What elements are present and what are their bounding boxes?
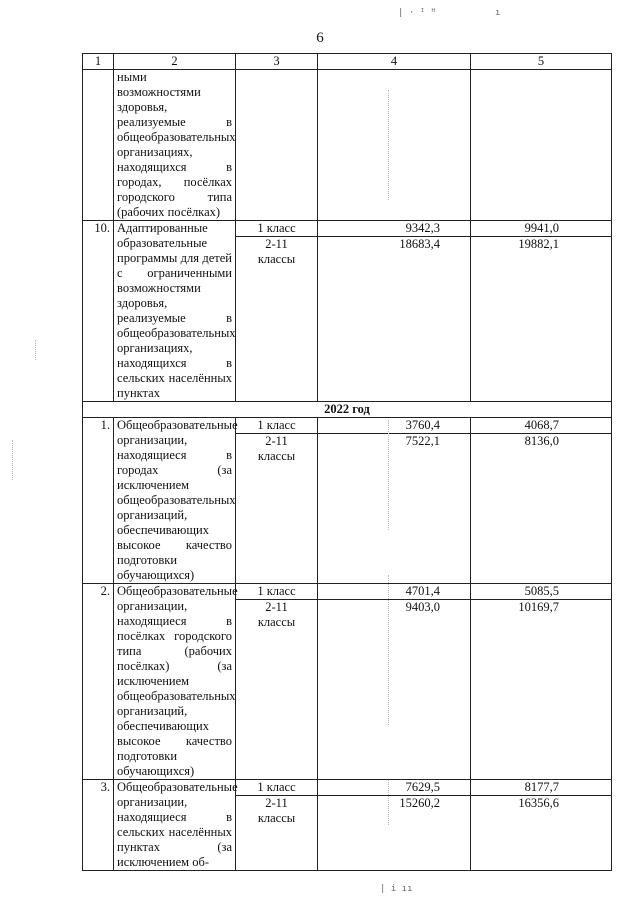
row-col5 xyxy=(471,70,612,221)
class-2-11: 2-11 классы xyxy=(257,434,296,463)
header-cell: 3 xyxy=(236,54,318,70)
row-name: Адаптированные образовательные программы для детей с ограниченными возможностями здоровья, реализуемые в общеобразовательных организациях, находящихся в сельских населённых пунктах xyxy=(114,221,236,402)
page-number: 6 xyxy=(316,30,324,46)
table-row xyxy=(83,221,612,402)
header-cell: 5 xyxy=(471,54,612,70)
value-2-11-classes: 16356,6 xyxy=(518,796,559,810)
row-name: Общеобразовательные организации, находящиеся в сельских населённых пунктах (за исключением об- xyxy=(114,780,236,871)
row-col4 xyxy=(318,584,471,780)
row-classes xyxy=(236,221,318,402)
row-number: 1. xyxy=(83,418,114,584)
row-classes xyxy=(236,70,318,221)
class-2-11: 2-11 классы xyxy=(257,796,296,825)
class-1: 1 класс xyxy=(236,780,317,796)
scan-mark-top-right: ı xyxy=(495,8,501,18)
row-number: 2. xyxy=(83,584,114,780)
class-1: 1 класс xyxy=(236,418,317,434)
row-col5 xyxy=(471,780,612,871)
row-col4 xyxy=(318,70,471,221)
value-2-11-classes: 15260,2 xyxy=(399,796,440,810)
value-2-11-classes: 8136,0 xyxy=(524,434,559,448)
row-name: Общеобразовательные организации, находящиеся в городах (за исключением общеобразовательных организаций, обеспечивающих высокое качество подготовки обучающихся) xyxy=(114,418,236,584)
table-row xyxy=(83,70,612,221)
table-row xyxy=(83,780,612,871)
value-2-11-classes: 10169,7 xyxy=(518,600,559,614)
scan-artifact xyxy=(388,90,389,200)
value-1-class: 4701,4 xyxy=(318,584,470,600)
row-number: 10. xyxy=(83,221,114,402)
scan-artifact xyxy=(388,420,389,530)
tariff-table xyxy=(82,53,612,871)
row-name: ными возможностями здоровья, реализуемые в общеобразовательных организациях, находящихся в городах, посёлках городского типа (рабочих посёлках) xyxy=(114,70,236,221)
row-number xyxy=(83,70,114,221)
row-number: 3. xyxy=(83,780,114,871)
class-2-11: 2-11 классы xyxy=(257,237,296,266)
class-1: 1 класс xyxy=(236,221,317,237)
value-1-class: 3760,4 xyxy=(318,418,470,434)
scan-artifact xyxy=(388,575,389,725)
value-2-11-classes: 19882,1 xyxy=(518,237,559,251)
scan-artifact xyxy=(35,340,36,360)
table-row xyxy=(83,584,612,780)
value-1-class: 4068,7 xyxy=(471,418,611,434)
row-classes xyxy=(236,418,318,584)
row-col5 xyxy=(471,221,612,402)
scan-artifact xyxy=(12,440,13,480)
row-col4 xyxy=(318,780,471,871)
scan-artifact xyxy=(388,780,389,825)
scan-mark-bottom: | i ıı xyxy=(380,884,413,894)
value-2-11-classes: 18683,4 xyxy=(399,237,440,251)
value-1-class: 5085,5 xyxy=(471,584,611,600)
value-1-class: 8177,7 xyxy=(471,780,611,796)
year-label: 2022 год xyxy=(83,402,612,418)
row-classes xyxy=(236,584,318,780)
value-1-class: 7629,5 xyxy=(318,780,470,796)
header-cell: 2 xyxy=(114,54,236,70)
header-cell: 1 xyxy=(83,54,114,70)
year-row xyxy=(83,402,612,418)
row-col5 xyxy=(471,584,612,780)
value-1-class: 9342,3 xyxy=(318,221,470,237)
header-cell: 4 xyxy=(318,54,471,70)
table-row xyxy=(83,418,612,584)
header-row xyxy=(83,54,612,70)
row-col4 xyxy=(318,418,471,584)
row-classes xyxy=(236,780,318,871)
row-col5 xyxy=(471,418,612,584)
value-1-class: 9941,0 xyxy=(471,221,611,237)
scan-mark-top: | · ᴵ ᴴ xyxy=(398,8,436,18)
class-1: 1 класс xyxy=(236,584,317,600)
value-2-11-classes: 7522,1 xyxy=(405,434,440,448)
row-col4 xyxy=(318,221,471,402)
value-2-11-classes: 9403,0 xyxy=(405,600,440,614)
class-2-11: 2-11 классы xyxy=(257,600,296,629)
row-name: Общеобразовательные организации, находящиеся в посёлках городского типа (рабочих посёлках) (за исключением общеобразовательных организаций, обеспечивающих высокое качество подготовки обучающихся) xyxy=(114,584,236,780)
